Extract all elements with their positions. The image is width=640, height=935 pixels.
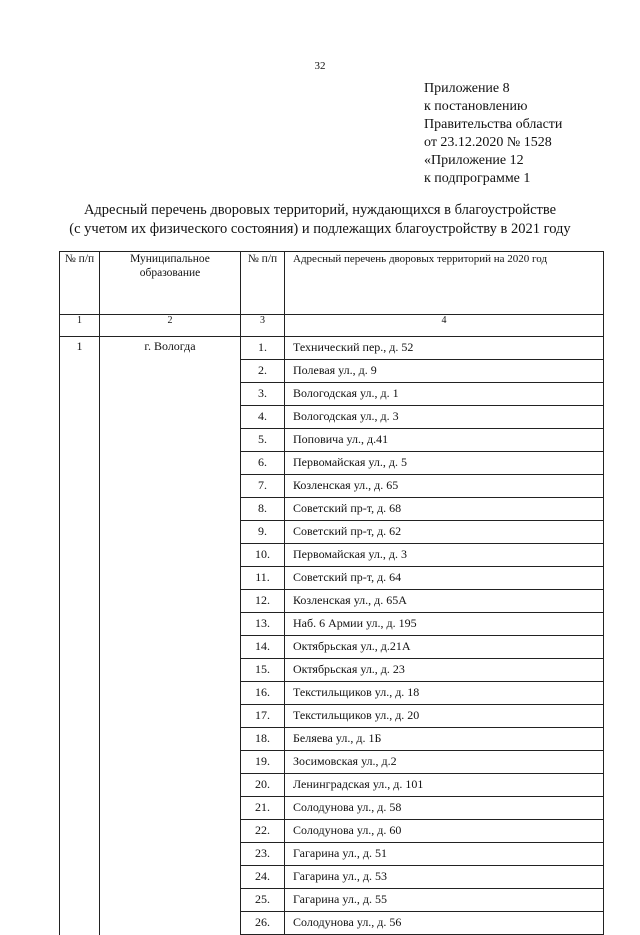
address-cell: Гагарина ул., д. 51: [285, 843, 604, 866]
address-cell: Первомайская ул., д. 3: [285, 544, 604, 567]
item-number: 26.: [241, 912, 285, 935]
appendix-line: Правительства области: [424, 117, 563, 132]
item-number: 24.: [241, 866, 285, 889]
address-cell: Советский пр-т, д. 68: [285, 498, 604, 521]
header-row-number: № п/п: [60, 252, 100, 315]
item-number: 18.: [241, 728, 285, 751]
address-cell: Вологодская ул., д. 1: [285, 383, 604, 406]
item-number: 1.: [241, 337, 285, 360]
address-cell: Полевая ул., д. 9: [285, 360, 604, 383]
address-cell: Поповича ул., д.41: [285, 429, 604, 452]
appendix-line: к постановлению: [424, 99, 528, 114]
address-cell: Советский пр-т, д. 62: [285, 521, 604, 544]
item-number: 2.: [241, 360, 285, 383]
item-number: 23.: [241, 843, 285, 866]
item-number: 22.: [241, 820, 285, 843]
item-number: 16.: [241, 682, 285, 705]
title-line: Адресный перечень дворовых территорий, нуждающихся в благоустройстве: [83, 202, 557, 218]
address-cell: Наб. 6 Армии ул., д. 195: [285, 613, 604, 636]
item-number: 4.: [241, 406, 285, 429]
address-cell: Беляева ул., д. 1Б: [285, 728, 604, 751]
column-number: 4: [285, 315, 604, 337]
table-header-row: [60, 252, 604, 315]
column-number: 2: [100, 315, 241, 337]
item-number: 3.: [241, 383, 285, 406]
address-table: [59, 251, 604, 935]
item-number: 7.: [241, 475, 285, 498]
item-number: 21.: [241, 797, 285, 820]
item-number: 10.: [241, 544, 285, 567]
header-municipality: Муниципальное образование: [100, 252, 241, 315]
group-number: 1: [60, 337, 100, 935]
item-number: 25.: [241, 889, 285, 912]
item-number: 8.: [241, 498, 285, 521]
item-number: 11.: [241, 567, 285, 590]
address-cell: Ленинградская ул., д. 101: [285, 774, 604, 797]
column-number: 1: [60, 315, 100, 337]
item-number: 14.: [241, 636, 285, 659]
header-item-number: № п/п: [241, 252, 285, 315]
table-row: [60, 337, 604, 360]
item-number: 9.: [241, 521, 285, 544]
title-line: (с учетом их физического состояния) и подлежащих благоустройству в 2021 году: [69, 221, 571, 237]
item-number: 20.: [241, 774, 285, 797]
address-cell: Солодунова ул., д. 60: [285, 820, 604, 843]
appendix-line: Приложение 8: [424, 81, 510, 96]
item-number: 12.: [241, 590, 285, 613]
address-cell: Вологодская ул., д. 3: [285, 406, 604, 429]
column-number: 3: [241, 315, 285, 337]
address-cell: Технический пер., д. 52: [285, 337, 604, 360]
header-address-list: Адресный перечень дворовых территорий на 2020 год: [285, 252, 604, 315]
appendix-line: к подпрограмме 1: [424, 171, 531, 186]
page-number: 32: [314, 60, 326, 72]
address-cell: Октябрьская ул., д. 23: [285, 659, 604, 682]
address-cell: Октябрьская ул., д.21А: [285, 636, 604, 659]
appendix-line: «Приложение 12: [424, 153, 524, 168]
appendix-note: [424, 80, 562, 188]
address-cell: Первомайская ул., д. 5: [285, 452, 604, 475]
item-number: 19.: [241, 751, 285, 774]
address-cell: Гагарина ул., д. 53: [285, 866, 604, 889]
municipality-name: г. Вологда: [100, 337, 241, 935]
column-number-row: [60, 315, 604, 337]
item-number: 13.: [241, 613, 285, 636]
item-number: 6.: [241, 452, 285, 475]
address-cell: Козленская ул., д. 65А: [285, 590, 604, 613]
item-number: 17.: [241, 705, 285, 728]
appendix-line: от 23.12.2020 № 1528: [424, 135, 552, 150]
item-number: 5.: [241, 429, 285, 452]
item-number: 15.: [241, 659, 285, 682]
address-cell: Гагарина ул., д. 55: [285, 889, 604, 912]
address-cell: Козленская ул., д. 65: [285, 475, 604, 498]
address-cell: Солодунова ул., д. 58: [285, 797, 604, 820]
document-title: [0, 201, 640, 239]
address-cell: Советский пр-т, д. 64: [285, 567, 604, 590]
address-cell: Зосимовская ул., д.2: [285, 751, 604, 774]
address-cell: Текстильщиков ул., д. 20: [285, 705, 604, 728]
address-cell: Текстильщиков ул., д. 18: [285, 682, 604, 705]
address-cell: Солодунова ул., д. 56: [285, 912, 604, 935]
